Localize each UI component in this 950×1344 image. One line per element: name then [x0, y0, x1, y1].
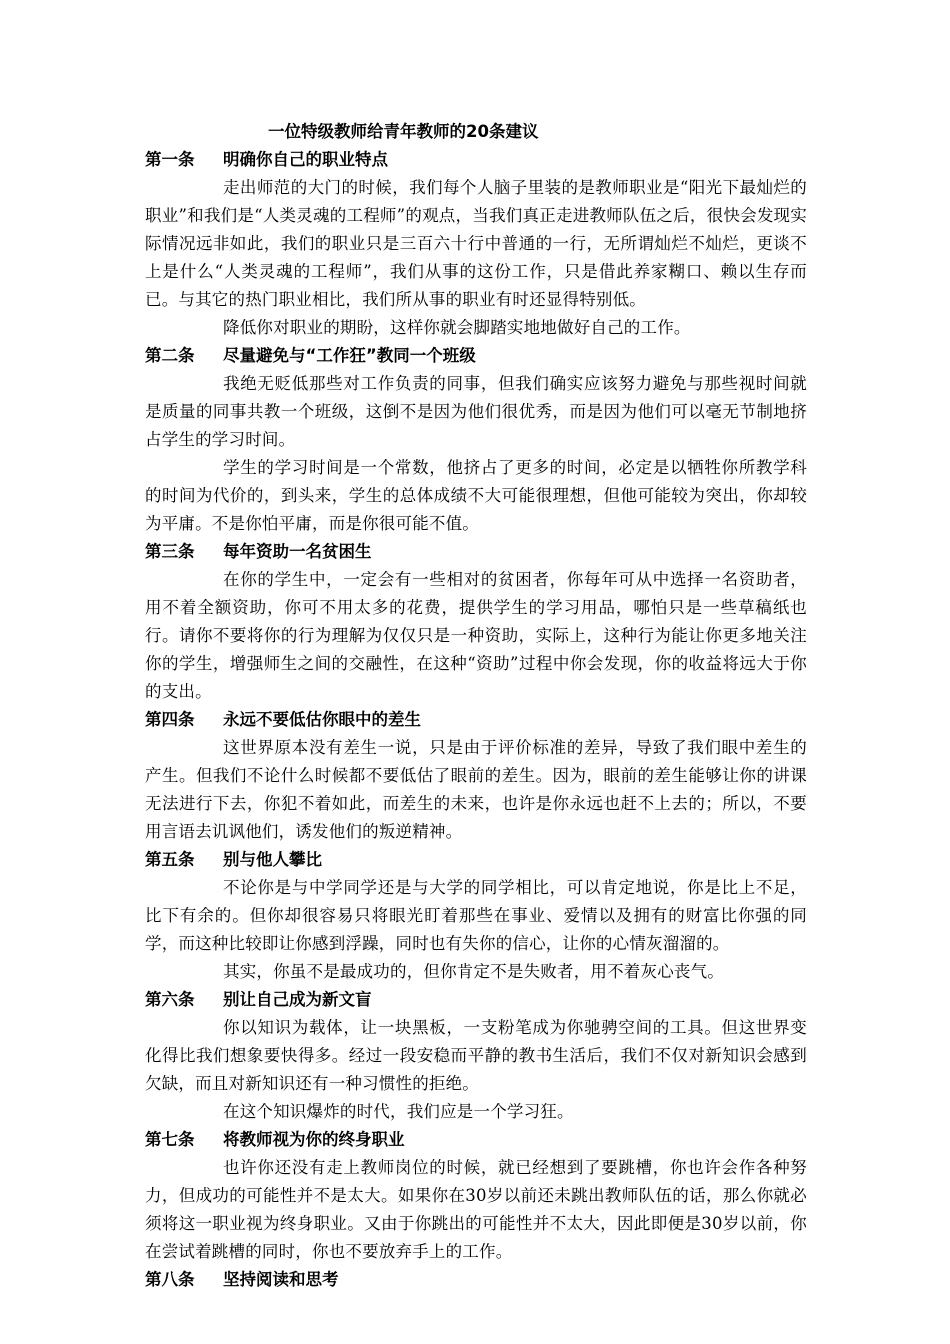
document-page	[145, 118, 807, 1294]
paragraph: 其实，你虽不是最成功的，但你肯定不是失败者，用不着灰心丧气。	[223, 962, 724, 981]
paragraph: 走出师范的大门的时候，我们每个人脑子里装的是教师职业是“阳光下最灿烂的职业”和我们是“人类灵魂的工程师”的观点，当我们真正走进教师队伍之后，很快会发现实际情况远非如此，我们的职业只是三百六十行中普通的一行，无所谓灿烂不灿烂，更谈不上是什么“人类灵魂的工程师”，我们从事的这份工作，只是借此养家糊口、赖以生存而已。与其它的热门职业相比，我们所从事的职业有时还显得特别低。	[145, 178, 807, 309]
paragraph: 降低你对职业的期盼，这样你就会脚踏实地地做好自己的工作。	[223, 318, 691, 337]
document-title: 一位特级教师给青年教师的20条建议	[268, 122, 539, 141]
section-title: 永远不要低估你眼中的差生	[223, 710, 421, 729]
section-5	[145, 846, 807, 986]
paragraph: 你以知识为载体，让一块黑板，一支粉笔成为你驰骋空间的工具。但这世界变化得比我们想象要快得多。经过一段安稳而平静的教书生活后，我们不仅对新知识会感到欠缺，而且对新知识还有一种习惯性的拒绝。	[145, 1018, 807, 1093]
paragraph: 也许你还没有走上教师岗位的时候，就已经想到了要跳槽，你也许会作各种努力，但成功的可能性并不是太大。如果你在30岁以前还未跳出教师队伍的话，那么你就必须将这一职业视为终身职业。又由于你跳出的可能性并不太大，因此即便是30岁以前，你在尝试着跳槽的同时，你也不要放弃手上的工作。	[145, 1158, 807, 1261]
section-2	[145, 342, 807, 538]
section-number: 第二条	[145, 346, 195, 365]
paragraph: 在这个知识爆炸的时代，我们应是一个学习狂。	[223, 1102, 574, 1121]
section-4	[145, 706, 807, 846]
section-title: 别让自己成为新文盲	[223, 990, 372, 1009]
section-heading	[145, 342, 807, 370]
section-heading	[145, 1266, 807, 1294]
section-7	[145, 1126, 807, 1266]
section-title: 明确你自己的职业特点	[223, 150, 388, 169]
paragraph: 学生的学习时间是一个常数，他挤占了更多的时间，必定是以牺牲你所教学科的时间为代价的，到头来，学生的总体成绩不大可能很理想，但他可能较为突出，你却较为平庸。不是你怕平庸，而是你很可能不值。	[145, 458, 807, 533]
section-heading	[145, 846, 807, 874]
section-title: 尽量避免与“工作狂”教同一个班级	[223, 346, 476, 365]
section-title: 每年资助一名贫困生	[223, 542, 372, 561]
section-number: 第一条	[145, 150, 195, 169]
section-title: 将教师视为你的终身职业	[223, 1130, 405, 1149]
section-heading	[145, 146, 807, 174]
section-number: 第三条	[145, 542, 195, 561]
section-heading	[145, 538, 807, 566]
section-number: 第六条	[145, 990, 195, 1009]
section-number: 第四条	[145, 710, 195, 729]
paragraph: 在你的学生中，一定会有一些相对的贫困者，你每年可从中选择一名资助者，用不着全额资助，你可不用太多的花费，提供学生的学习用品，哪怕只是一些草稿纸也行。请你不要将你的行为理解为仅仅只是一种资助，实际上，这种行为能让你更多地关注你的学生，增强师生之间的交融性，在这种“资助”过程中你会发现，你的收益将远大于你的支出。	[145, 570, 807, 701]
section-heading	[145, 986, 807, 1014]
section-number: 第八条	[145, 1270, 195, 1289]
paragraph: 我绝无贬低那些对工作负责的同事，但我们确实应该努力避免与那些视时间就是质量的同事共教一个班级，这倒不是因为他们很优秀，而是因为他们可以毫无节制地挤占学生的学习时间。	[145, 374, 807, 449]
section-1	[145, 146, 807, 342]
section-number: 第五条	[145, 850, 195, 869]
section-heading	[145, 1126, 807, 1154]
section-8	[145, 1266, 807, 1294]
paragraph: 这世界原本没有差生一说，只是由于评价标准的差异，导致了我们眼中差生的产生。但我们不论什么时候都不要低估了眼前的差生。因为，眼前的差生能够让你的讲课无法进行下去，你犯不着如此，而差生的未来，也许是你永远也赶不上去的；所以，不要用言语去讥讽他们，诱发他们的叛逆精神。	[145, 738, 807, 841]
section-6	[145, 986, 807, 1126]
section-number: 第七条	[145, 1130, 195, 1149]
section-title: 坚持阅读和思考	[223, 1270, 339, 1289]
section-heading	[145, 706, 807, 734]
paragraph: 不论你是与中学同学还是与大学的同学相比，可以肯定地说，你是比上不足，比下有余的。但你却很容易只将眼光盯着那些在事业、爱情以及拥有的财富比你强的同学，而这种比较即让你感到浮躁，同时也有失你的信心，让你的心情灰溜溜的。	[145, 878, 807, 953]
section-3	[145, 538, 807, 706]
section-title: 别与他人攀比	[223, 850, 322, 869]
